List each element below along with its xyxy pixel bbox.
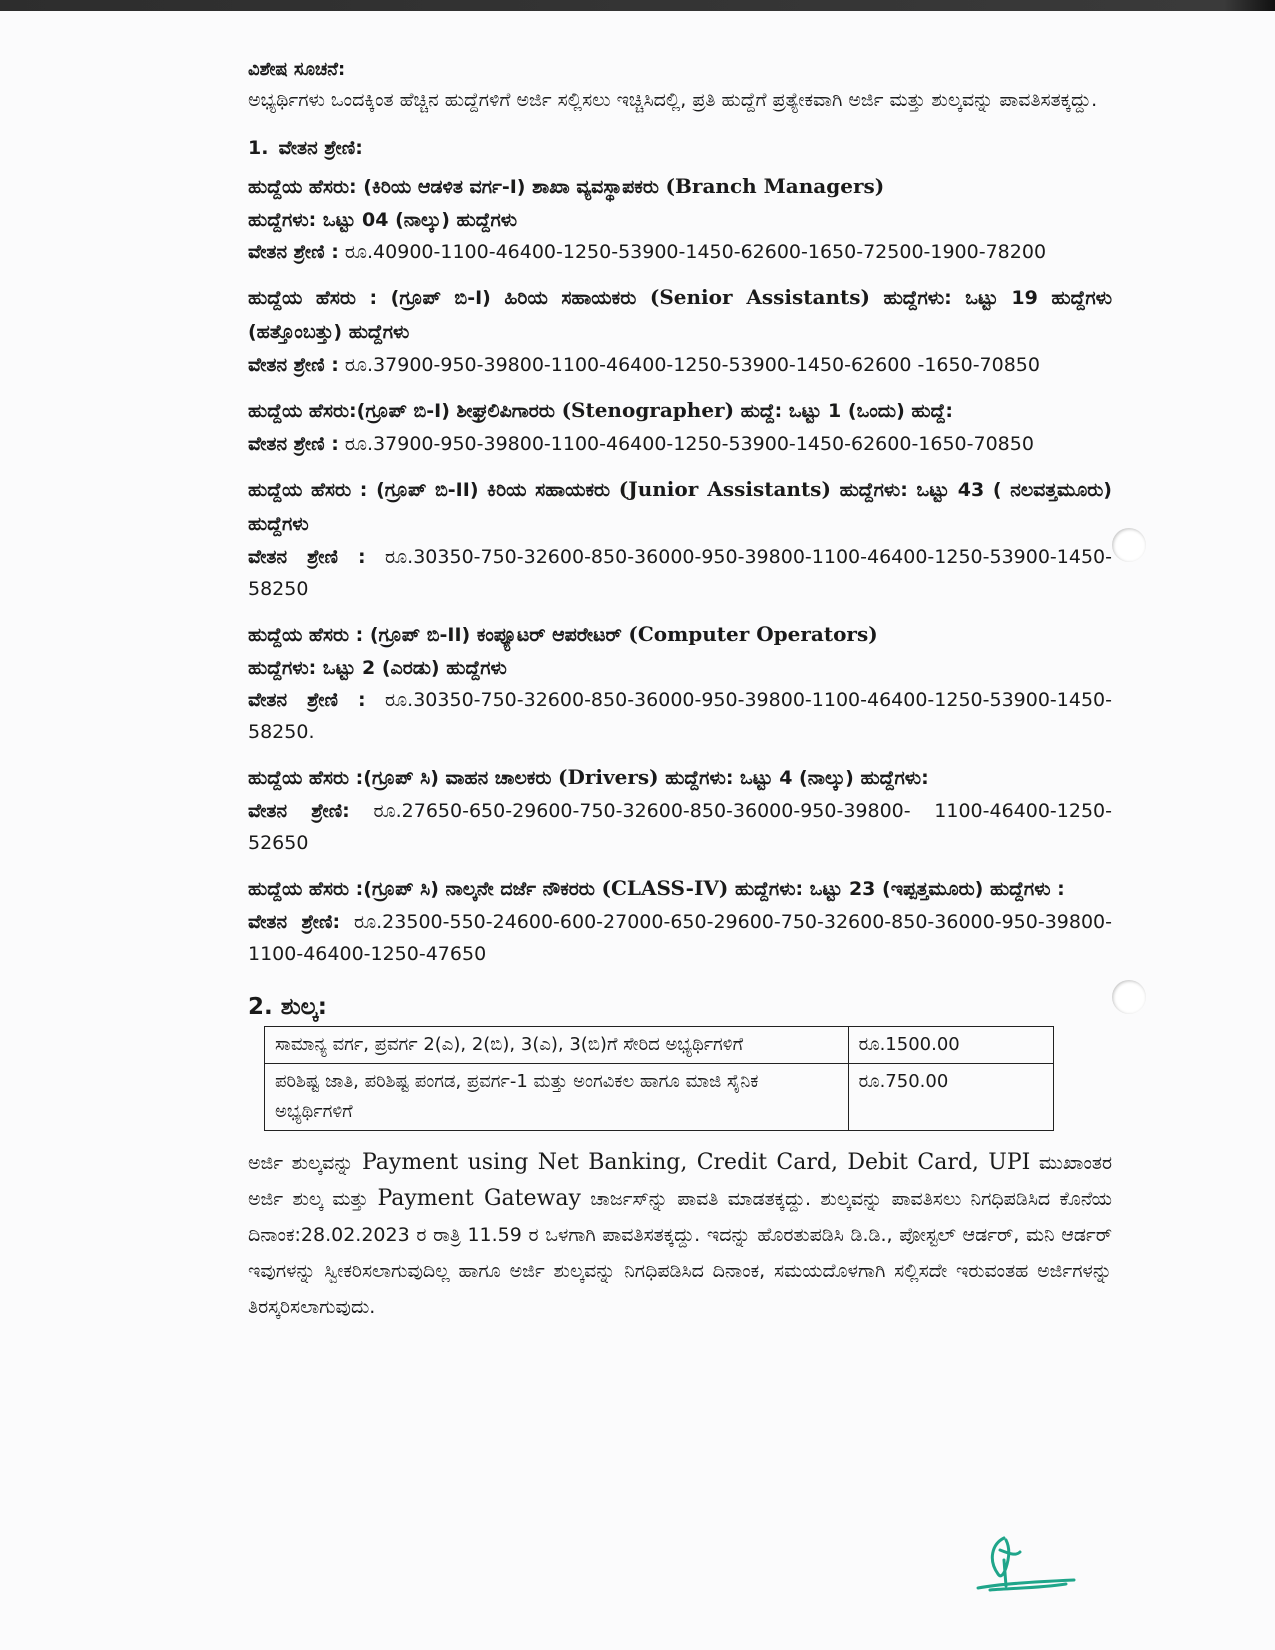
pay-scale: [248, 428, 1112, 460]
post-count-inline: ಹುದ್ದೆಗಳು: ಒಟ್ಟು 4 (ನಾಲ್ಕು) ಹುದ್ದೆಗಳು:: [665, 767, 929, 789]
document-body: [248, 56, 1112, 1325]
post-title-kannada: ಹುದ್ದೆಯ ಹೆಸರು : (ಗ್ರೂಪ್ ಬಿ-II) ಕಂಪ್ಯೂಟರ್ ಆಪರೇಟರ್: [248, 624, 622, 646]
post-title-english: (Computer Operators): [628, 622, 878, 646]
pay-scale-label: ವೇತನ ಶ್ರೇಣಿ :: [248, 689, 366, 711]
fee-amount: ರೂ.750.00: [848, 1064, 1053, 1131]
pay-scale-value: ರೂ.30350-750-32600-850-36000-950-39800-1100-46400-1250-53900-1450-58250: [248, 546, 1112, 600]
post-title-english: (Stenographer): [561, 398, 735, 422]
payment-note-part1: ಅರ್ಜಿ ಶುಲ್ಕವನ್ನು: [248, 1152, 354, 1174]
post-title: [248, 871, 1112, 906]
post-count-inline: ಹುದ್ದೆಗಳು: ಒಟ್ಟು 23 (ಇಪ್ಪತ್ತಮೂರು) ಹುದ್ದೆಗಳು :: [734, 878, 1065, 900]
pay-scale: [248, 236, 1112, 268]
post-count-inline: ಹುದ್ದೆಗಳು: ಒಟ್ಟು 19 ಹುದ್ದೆಗಳು (ಹತ್ತೊಂಬತ್ತು) ಹುದ್ದೆಗಳು: [248, 287, 1112, 343]
fee-table-body: [265, 1027, 1054, 1131]
post-title-english: (Junior Assistants): [618, 477, 831, 501]
post-block: [248, 617, 1112, 748]
pay-scale-label: ವೇತನ ಶ್ರೇಣಿ:: [248, 800, 350, 822]
post-title-kannada: ಹುದ್ದೆಯ ಹೆಸರು : (ಗ್ರೂಪ್ ಬಿ-I) ಹಿರಿಯ ಸಹಾಯಕರು: [248, 287, 637, 309]
post-title: [248, 472, 1112, 541]
post-count: ಹುದ್ದೆಗಳು: ಒಟ್ಟು 2 (ಎರಡು) ಹುದ್ದೆಗಳು: [248, 657, 507, 679]
fee-table: [264, 1026, 1054, 1131]
pay-scale: [248, 795, 1112, 859]
post-title-kannada: ಹುದ್ದೆಯ ಹೆಸರು:(ಗ್ರೂಪ್ ಬಿ-I) ಶೀಘ್ರಲಿಪಿಗಾರರು: [248, 400, 555, 422]
post-block: [248, 169, 1112, 268]
post-title-english: (Senior Assistants): [649, 285, 870, 309]
post-title: [248, 393, 1112, 428]
post-title-kannada: ಹುದ್ದೆಯ ಹೆಸರು: (ಕಿರಿಯ ಆಡಳಿತ ವರ್ಗ-I) ಶಾಖಾ ವ್ಯವಸ್ಥಾಪಕರು: [248, 176, 659, 198]
pay-scale-value: ರೂ.27650-650-29600-750-32600-850-36000-950-39800- 1100-46400-1250-52650: [248, 800, 1112, 854]
pay-scale-label: ವೇತನ ಶ್ರೇಣಿ :: [248, 354, 339, 376]
special-note-heading: ವಿಶೇಷ ಸೂಚನೆ:: [248, 59, 346, 80]
fee-category: ಪರಿಶಿಷ್ಟ ಜಾತಿ, ಪರಿಶಿಷ್ಟ ಪಂಗಡ, ಪ್ರವರ್ಗ-1 ಮತ್ತು ಅಂಗವಿಕಲ ಹಾಗೂ ಮಾಜಿ ಸೈನಿಕ ಅಭ್ಯರ್ಥಿಗಳಿಗೆ: [265, 1064, 849, 1131]
pay-scale-label: ವೇತನ ಶ್ರೇಣಿ :: [248, 241, 339, 263]
post-block: [248, 280, 1112, 381]
post-title: [248, 617, 1112, 652]
special-note-body: ಅಭ್ಯರ್ಥಿಗಳು ಒಂದಕ್ಕಿಂತ ಹೆಚ್ಚಿನ ಹುದ್ದೆಗಳಿಗೆ ಅರ್ಜಿ ಸಲ್ಲಿಸಲು ಇಚ್ಚಿಸಿದಲ್ಲಿ, ಪ್ರತಿ ಹುದ್ದೆಗೆ ಪ್ರತ್ಯೇಕವಾಗಿ ಅರ್ಜಿ ಮತ್ತು ಶುಲ್ಕವನ್ನು ಪಾವತಿಸತಕ್ಕದ್ದು.: [248, 89, 1098, 111]
scan-top-edge: [0, 0, 1275, 11]
pay-scale-value: ರೂ.37900-950-39800-1100-46400-1250-53900-1450-62600 -1650-70850: [344, 354, 1040, 376]
pay-section-number: 1.: [248, 137, 269, 159]
pay-scale-label: ವೇತನ ಶ್ರೇಣಿ :: [248, 546, 366, 568]
post-title-kannada: ಹುದ್ದೆಯ ಹೆಸರು :(ಗ್ರೂಪ್ ಸಿ) ವಾಹನ ಚಾಲಕರು: [248, 767, 552, 789]
post-title-english: (CLASS-IV): [601, 876, 729, 900]
post-title: [248, 280, 1112, 349]
pay-scale-label: ವೇತನ ಶ್ರೇಣಿ :: [248, 433, 339, 455]
payment-methods: Payment using Net Banking, Credit Card, Debit Card, UPI: [361, 1150, 1031, 1175]
post-title-kannada: ಹುದ್ದೆಯ ಹೆಸರು :(ಗ್ರೂಪ್ ಸಿ) ನಾಲ್ಕನೇ ದರ್ಜೆ ನೌಕರರು: [248, 878, 595, 900]
post-block: [248, 472, 1112, 605]
payment-gateway-label: Payment Gateway: [377, 1186, 581, 1211]
pay-scale: [248, 349, 1112, 381]
punch-hole: [1112, 980, 1146, 1014]
post-title: [248, 169, 1112, 204]
post-list: [248, 169, 1112, 970]
pay-scale: [248, 684, 1112, 748]
fee-row: [265, 1064, 1054, 1131]
fee-category: ಸಾಮಾನ್ಯ ವರ್ಗ, ಪ್ರವರ್ಗ 2(ಎ), 2(ಬಿ), 3(ಎ), 3(ಬಿ)ಗೆ ಸೇರಿದ ಅಭ್ಯರ್ಥಿಗಳಿಗೆ: [265, 1027, 849, 1064]
payment-note: [248, 1145, 1112, 1325]
pay-section-heading: [248, 131, 1112, 165]
pay-scale-label: ವೇತನ ಶ್ರೇಣಿ:: [248, 911, 341, 933]
punch-hole: [1112, 528, 1146, 562]
pay-scale: [248, 906, 1112, 970]
post-count-inline: ಹುದ್ದೆ: ಒಟ್ಟು 1 (ಒಂದು) ಹುದ್ದೆ:: [740, 400, 953, 422]
pay-scale: [248, 541, 1112, 605]
payment-note-part2: ಮುಖಾಂತರ ಅರ್ಜಿ ಶುಲ್ಕ ಮತ್ತು: [248, 1152, 1113, 1210]
post-block: [248, 393, 1112, 460]
pay-scale-value: ರೂ.30350-750-32600-850-36000-950-39800-1100-46400-1250-53900-1450-58250.: [248, 689, 1112, 743]
post-title-english: (Branch Managers): [665, 174, 885, 198]
post-title-kannada: ಹುದ್ದೆಯ ಹೆಸರು : (ಗ್ರೂಪ್ ಬಿ-II) ಕಿರಿಯ ಸಹಾಯಕರು: [248, 479, 611, 501]
fee-section-heading: 2. ಶುಲ್ಕ:: [248, 994, 327, 1020]
fee-amount: ರೂ.1500.00: [848, 1027, 1053, 1064]
post-block: [248, 760, 1112, 859]
pay-section-title: ವೇತನ ಶ್ರೇಣಿ:: [278, 137, 363, 159]
fee-row: [265, 1027, 1054, 1064]
post-block: [248, 871, 1112, 970]
post-title-english: (Drivers): [558, 765, 659, 789]
pay-scale-value: ರೂ.23500-550-24600-600-27000-650-29600-750-32600-850-36000-950-39800-1100-46400-1250-47650: [248, 911, 1112, 965]
pay-scale-value: ರೂ.37900-950-39800-1100-46400-1250-53900-1450-62600-1650-70850: [344, 433, 1034, 455]
handwritten-signature: [970, 1530, 1080, 1600]
post-count: ಹುದ್ದೆಗಳು: ಒಟ್ಟು 04 (ನಾಲ್ಕು) ಹುದ್ದೆಗಳು: [248, 209, 518, 231]
post-title: [248, 760, 1112, 795]
payment-note-part3: ಚಾರ್ಜಸ್‌ನ್ನು ಪಾವತಿ ಮಾಡತಕ್ಕದ್ದು. ಶುಲ್ಕವನ್ನು ಪಾವತಿಸಲು ನಿಗಧಿಪಡಿಸಿದ ಕೊನೆಯ ದಿನಾಂಕ:28.02.2023 ರ ರಾತ್ರಿ 11.59 ರ ಒಳಗಾಗಿ ಪಾವತಿಸತಕ್ಕದ್ದು. ಇದನ್ನು ಹೊರತುಪಡಿಸಿ ಡಿ.ಡಿ., ಪೋಸ್ಟಲ್ ಆರ್ಡರ್, ಮನಿ ಆರ್ಡರ್ ಇವುಗಳನ್ನು ಸ್ವೀಕರಿಸಲಾಗುವುದಿಲ್ಲ ಹಾಗೂ ಅರ್ಜಿ ಶುಲ್ಕವನ್ನು ನಿಗಧಿಪಡಿಸಿದ ದಿನಾಂಕ, ಸಮಯದೊಳಗಾಗಿ ಸಲ್ಲಿಸದೇ ಇರುವಂತಹ ಅರ್ಜಿಗಳನ್ನು ತಿರಸ್ಕರಿಸಲಾಗುವುದು.: [248, 1188, 1112, 1318]
post-count-inline: ಹುದ್ದೆಗಳು: ಒಟ್ಟು 43 ( ನಲವತ್ತಮೂರು) ಹುದ್ದೆಗಳು: [248, 479, 1112, 535]
pay-scale-value: ರೂ.40900-1100-46400-1250-53900-1450-62600-1650-72500-1900-78200: [344, 241, 1047, 263]
